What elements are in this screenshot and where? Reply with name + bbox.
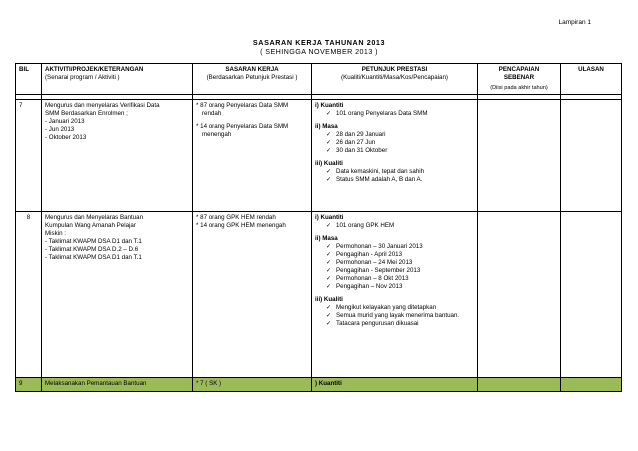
row-number: 7: [16, 100, 42, 212]
check-icon-item: ✓ 26 dan 27 Jun: [315, 139, 474, 147]
check-icon-item: ✓ Semua murid yang layak menerima bantuan.: [315, 312, 474, 320]
document-subtitle: ( SEHINGGA NOVEMBER 2013 ): [260, 47, 378, 56]
header-sasaran: SASARAN KERJA (Berdasarkan Petunjuk Prestasi ): [193, 64, 312, 95]
indicator-cell: i) Kuantiti ✓ 101 orang GPK HEM ii) Masa ✓ Permohonan – 30 Januari 2013 ✓ Pengagihan - April 2013 ✓ Permohonan – 24 Mei 2013 ✓ Pengagihan - September 2013 ✓ Permohonan – 8 Okt 2013 ✓ Pengagihan – Nov 2013 iii) Kualiti ✓ Mengikut kelayakan yang ditetapkan ✓ Semua murid yang layak menerima bantuan. ✓ Tatacara pengurusan dikuasai: [312, 212, 478, 378]
header-ulasan: ULASAN: [561, 64, 622, 95]
check-icon-item: ✓ Permohonan – 24 Mei 2013: [315, 259, 474, 267]
achievement-cell: [478, 378, 561, 392]
check-icon-item: ✓ 101 orang Penyelaras Data SMM: [315, 110, 474, 118]
activity-cell: Mengurus dan Menyelaras Bantuan Kumpulan Wang Amanah Pelajar Miskin : - Taklimat KWAPM DSA D1 dan T.1 - Taklimat KWAPM DSA D.2 – D.6 - Taklimat KWAPM DSA D1 dan T.1: [42, 212, 193, 378]
target-cell: * 87 orang Penyelaras Data SMM rendah * 14 orang Penyelaras Data SMM menengah: [193, 100, 312, 212]
table-row: [16, 100, 622, 212]
row-number: 8: [16, 212, 42, 378]
remarks-cell: [561, 100, 622, 212]
check-icon-item: ✓ Permohonan – 8 Okt 2013: [315, 275, 474, 283]
check-icon-item: ✓ 28 dan 29 Januari: [315, 131, 474, 139]
remarks-cell: [561, 212, 622, 378]
indicator-cell: i) Kuantiti ✓ 101 orang Penyelaras Data SMM ii) Masa ✓ 28 dan 29 Januari ✓ 26 dan 27 Jun ✓ 30 dan 31 Oktober iii) Kualiti ✓ Data kemaskini, tepat dan sahih ✓ Status SMM adalah A, B dan A.: [312, 100, 478, 212]
check-icon-item: ✓ Pengagihan – Nov 2013: [315, 283, 474, 291]
check-icon-item: ✓ Mengikut kelayakan yang ditetapkan: [315, 304, 474, 312]
check-icon-item: ✓ 30 dan 31 Oktober: [315, 147, 474, 155]
check-icon-item: ✓ Status SMM adalah A, B dan A.: [315, 176, 474, 184]
table-row: [16, 212, 622, 378]
document-title: SASARAN KERJA TAHUNAN 2013: [252, 38, 386, 47]
activity-cell: Melaksanakan Pemantauan Bantuan: [42, 378, 193, 392]
header-aktiviti: AKTIVITI/PROJEK/KETERANGAN (Senarai program / Aktiviti ): [42, 64, 193, 95]
header-petunjuk: PETUNJUK PRESTASI (Kualiti/Kuantiti/Masa/Kos/Pencapaian): [312, 64, 478, 95]
indicator-cell: ) Kuantiti: [312, 378, 478, 392]
check-icon-item: ✓ Data kemaskini, tepat dan sahih: [315, 168, 474, 176]
check-icon-item: ✓ Tatacara pengurusan dikuasai: [315, 320, 474, 328]
target-cell: * 7 ( SK ): [193, 378, 312, 392]
work-target-table: [15, 63, 622, 392]
achievement-cell: [478, 212, 561, 378]
attachment-label: Lampiran 1: [558, 19, 591, 26]
check-icon-item: ✓ Pengagihan - September 2013: [315, 267, 474, 275]
table-row-highlighted: [16, 378, 622, 392]
header-bil: BIL: [16, 64, 42, 95]
achievement-cell: [478, 100, 561, 212]
header-pencapaian: PENCAPAIAN SEBENAR (Diisi pada akhir tahun): [478, 64, 561, 95]
check-icon-item: ✓ Pengagihan - April 2013: [315, 251, 474, 259]
row-number: 9: [16, 378, 42, 392]
activity-cell: Mengurus dan menyelaras Verifikasi Data SMM Berdasarkan Enrolmen ; - Januari 2013 - Jun 2013 - Oktober 2013: [42, 100, 193, 212]
remarks-cell: [561, 378, 622, 392]
table-header-row: [16, 64, 622, 95]
target-cell: * 87 orang GPK HEM rendah * 14 orang GPK HEM menengah: [193, 212, 312, 378]
check-icon-item: ✓ Permohonan – 30 Januari 2013: [315, 243, 474, 251]
check-icon-item: ✓ 101 orang GPK HEM: [315, 222, 474, 230]
